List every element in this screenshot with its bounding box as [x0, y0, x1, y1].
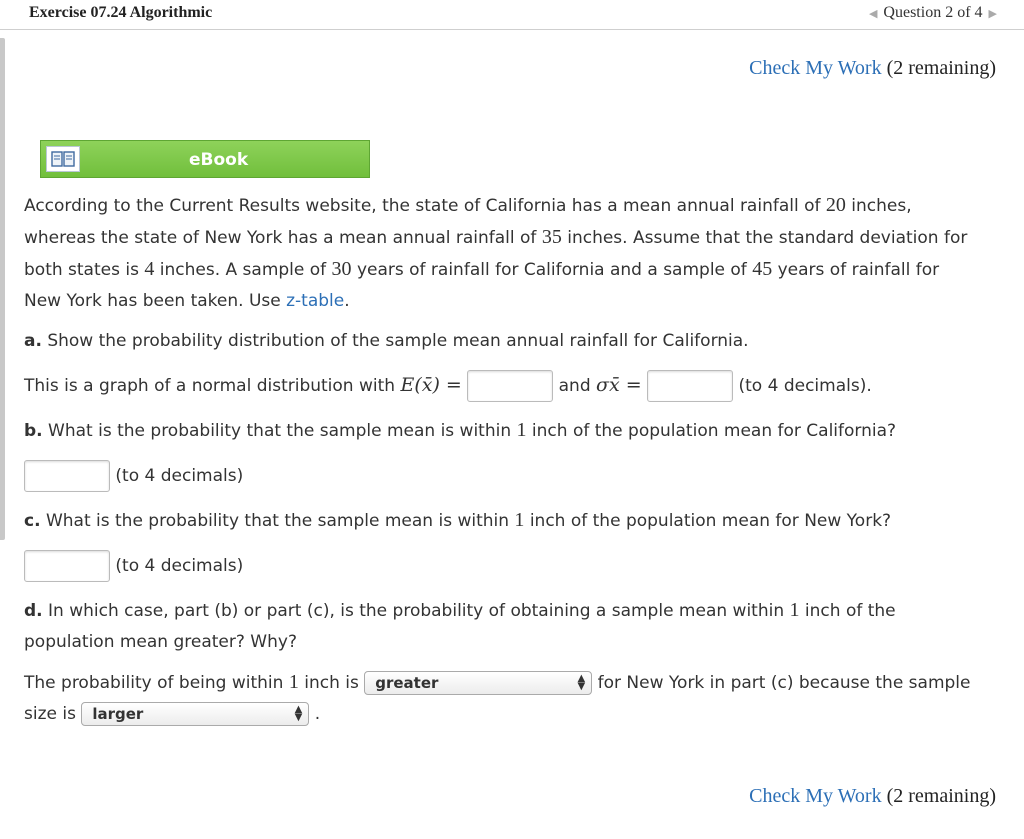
part-b-input[interactable] — [24, 460, 110, 492]
check-my-work-link-top[interactable]: Check My Work — [749, 57, 882, 79]
part-d-answer-text: inch is — [298, 673, 365, 693]
part-b-text: inch of the population mean for California? — [526, 421, 897, 441]
and-text: and — [558, 376, 591, 396]
select-arrows-icon: ▲ ▼ — [577, 673, 586, 692]
book-icon — [46, 146, 80, 172]
ca-mean: 20 — [825, 194, 846, 216]
part-a-letter: a. — [24, 331, 42, 351]
part-c-letter: c. — [24, 511, 41, 531]
part-a-suffix: (to 4 decimals). — [738, 376, 872, 396]
intro-text: inches. A sample of — [154, 260, 332, 280]
question-counter: Question 2 of 4 — [883, 4, 983, 21]
check-my-work-link-bottom[interactable]: Check My Work — [749, 785, 882, 807]
comparison-select[interactable] — [364, 671, 592, 695]
part-d-text: In which case, part (b) or part (c), is the probability of obtaining a sample mean within — [42, 601, 790, 621]
z-table-link[interactable]: z-table — [286, 291, 345, 311]
intro-text: According to the Current Results website, the state of California has a mean annual rainfall of — [24, 196, 826, 216]
part-c-text: inch of the population mean for New York? — [524, 511, 892, 531]
check-my-work-bottom — [749, 785, 996, 808]
part-c-input[interactable] — [24, 550, 110, 582]
ebook-label: eBook — [189, 150, 249, 170]
remaining-count-top: (2 remaining) — [886, 57, 996, 79]
expected-value-label: E(x̄) = — [400, 374, 462, 396]
part-a-answer — [24, 370, 1014, 402]
part-d-answer — [24, 667, 1014, 730]
select-arrows-icon: ▲ ▼ — [294, 704, 303, 723]
part-b-letter: b. — [24, 421, 43, 441]
ny-sample-size: 45 — [752, 258, 773, 280]
part-c-question — [24, 505, 1014, 537]
part-d-answer-text: size is — [24, 704, 82, 724]
side-scroll-indicator[interactable] — [0, 38, 5, 540]
intro-text: . — [344, 291, 350, 311]
part-c-answer — [24, 550, 1014, 582]
one-inch: 1 — [789, 599, 800, 621]
intro-text: inches. Assume that the standard deviation for — [561, 228, 968, 248]
exercise-title: Exercise 07.24 Algorithmic — [29, 4, 213, 21]
next-question-icon[interactable]: ▶ — [988, 7, 997, 20]
part-d-answer-text: . — [309, 704, 321, 724]
exercise-header — [0, 0, 1024, 30]
intro-text: whereas the state of New York has a mean annual rainfall of — [24, 228, 542, 248]
std-dev: 4 — [144, 258, 155, 280]
part-a-answer-text: This is a graph of a normal distribution with — [24, 376, 401, 396]
sample-size-select-value: larger — [92, 704, 144, 723]
ebook-button[interactable] — [40, 140, 370, 178]
intro-text: both states is — [24, 260, 145, 280]
part-d-text: population mean greater? Why? — [24, 632, 297, 652]
part-d-answer-text: The probability of being within — [24, 673, 289, 693]
part-b-suffix: (to 4 decimals) — [115, 466, 244, 486]
part-d-text: inch of the — [799, 601, 896, 621]
part-a-text: Show the probability distribution of the sample mean annual rainfall for California. — [41, 331, 749, 351]
problem-intro — [24, 190, 1014, 317]
intro-text: inches, — [845, 196, 912, 216]
sample-size-select[interactable] — [81, 702, 309, 726]
problem-content — [24, 190, 1014, 730]
expected-value-input[interactable] — [467, 370, 553, 402]
ca-sample-size: 30 — [331, 258, 352, 280]
one-inch: 1 — [514, 509, 525, 531]
question-navigator — [869, 4, 997, 22]
part-d-letter: d. — [24, 601, 43, 621]
comparison-select-value: greater — [375, 673, 439, 692]
sigma-input[interactable] — [647, 370, 733, 402]
part-c-suffix: (to 4 decimals) — [115, 556, 244, 576]
part-b-text: What is the probability that the sample mean is within — [42, 421, 517, 441]
intro-text: years of rainfall for California and a sample of — [351, 260, 753, 280]
intro-text: years of rainfall for — [772, 260, 940, 280]
part-a-question — [24, 326, 1014, 357]
sigma-label: σx̄ = — [596, 374, 642, 396]
prev-question-icon[interactable]: ◀ — [868, 7, 878, 20]
one-inch: 1 — [516, 419, 527, 441]
part-b-question — [24, 415, 1014, 447]
remaining-count-bottom: (2 remaining) — [886, 785, 996, 807]
part-c-text: What is the probability that the sample mean is within — [40, 511, 515, 531]
one-inch: 1 — [288, 671, 299, 693]
part-d-answer-text: for New York in part (c) because the sample — [592, 673, 971, 693]
check-my-work-top — [749, 57, 996, 80]
intro-text: New York has been taken. Use — [24, 291, 287, 311]
part-d-question — [24, 595, 1014, 658]
ny-mean: 35 — [541, 226, 562, 248]
part-b-answer — [24, 460, 1014, 492]
